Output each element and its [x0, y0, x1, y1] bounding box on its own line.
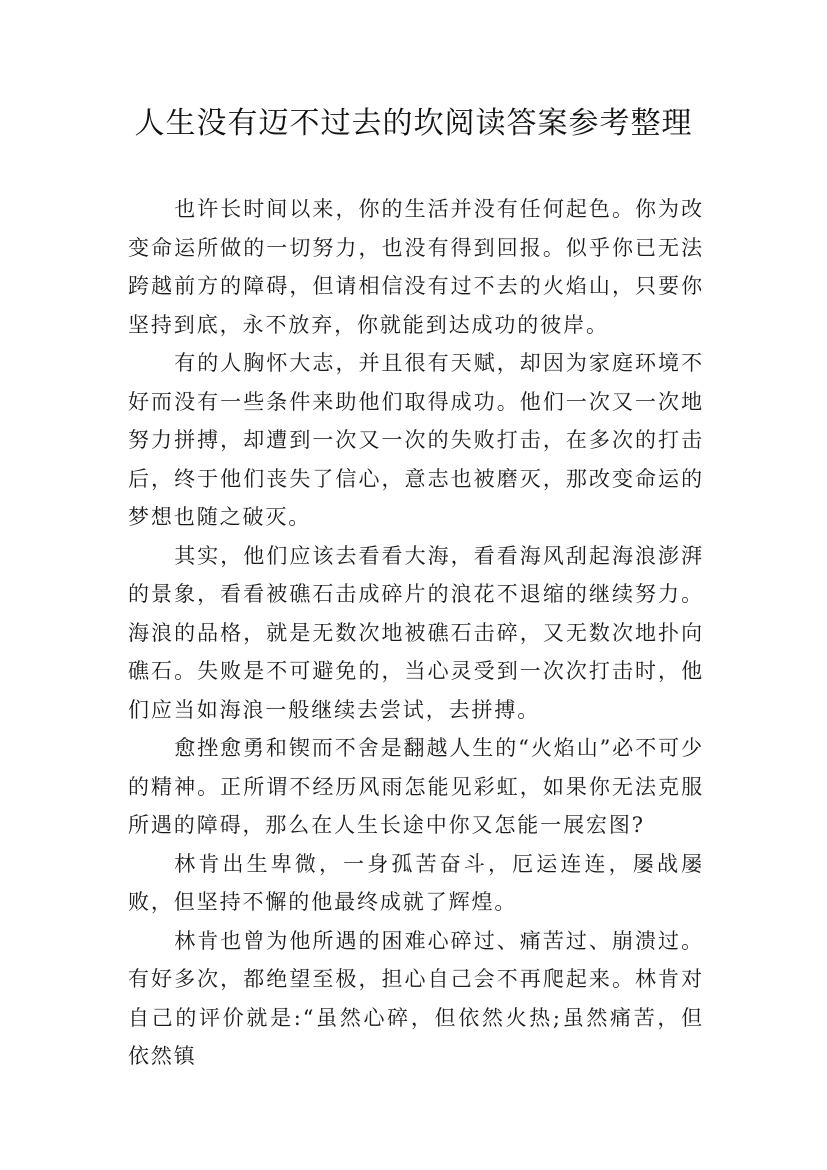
page-title: 人生没有迈不过去的坎阅读答案参考整理: [134, 106, 693, 141]
article-body: [128, 190, 704, 1076]
paragraph-6: 林肯也曾为他所遇的困难心碎过、痛苦过、崩溃过。有好多次，都绝望至极，担心自己会不再爬起来。林肯对自己的评价就是:“虽然心碎，但依然火热;虽然痛苦，但依然镇: [128, 928, 704, 1068]
paragraph-1: 也许长时间以来，你的生活并没有任何起色。你为改变命运所做的一切努力，也没有得到回报。似乎你已无法跨越前方的障碍，但请相信没有过不去的火焰山，只要你坚持到底，永不放弃，你就能到达成功的彼岸。: [128, 197, 704, 337]
paragraph-4: 愈挫愈勇和锲而不舍是翻越人生的“火焰山”必不可少的精神。正所谓不经历风雨怎能见彩虹，如果你无法克服所遇的障碍，那么在人生长途中你又怎能一展宏图?: [128, 736, 704, 837]
paragraph-5: 林肯出生卑微，一身孤苦奋斗，厄运连连，屡战屡败，但坚持不懈的他最终成就了辉煌。: [128, 851, 704, 914]
paragraph-3: 其实，他们应该去看看大海，看看海风刮起海浪澎湃的景象，看看被礁石击成碎片的浪花不退缩的继续努力。海浪的品格，就是无数次地被礁石击碎，又无数次地扑向礁石。失败是不可避免的，当心灵受到一次次打击时，他们应当如海浪一般继续去尝试，去拼搏。: [128, 543, 704, 722]
paragraph-2: 有的人胸怀大志，并且很有天赋，却因为家庭环境不好而没有一些条件来助他们取得成功。他们一次又一次地努力拼搏，却遭到一次又一次的失败打击，在多次的打击后，终于他们丧失了信心，意志也被磨灭，那改变命运的梦想也随之破灭。: [128, 351, 704, 529]
